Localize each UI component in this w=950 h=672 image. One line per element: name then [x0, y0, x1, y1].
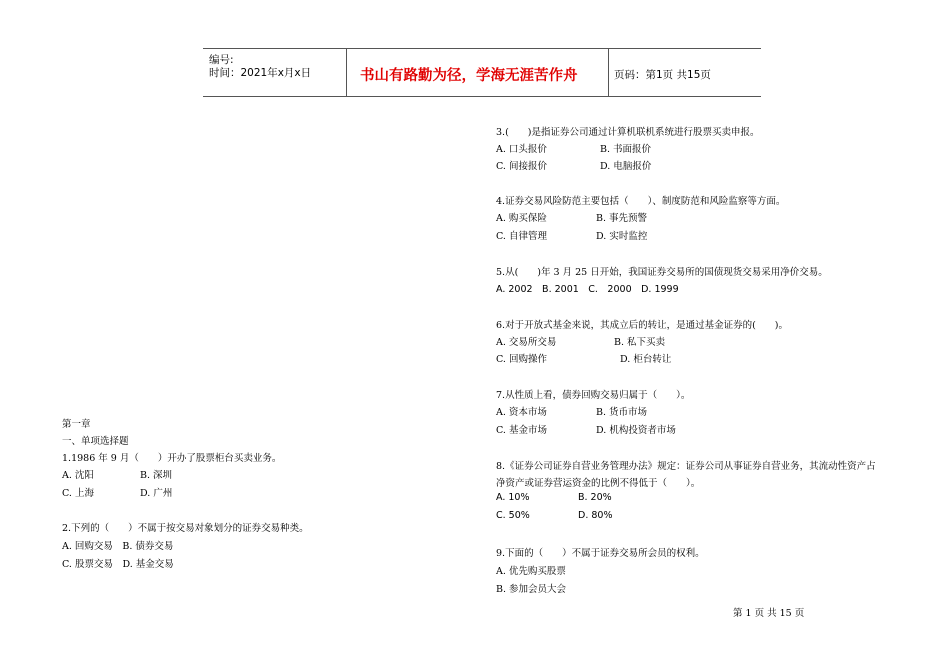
header-divider-left — [346, 48, 347, 97]
question-4-option-b: B. 事先预警 — [596, 213, 648, 224]
header-divider-right — [608, 48, 609, 97]
question-8-option-b: B. 20% — [578, 492, 612, 503]
question-9-option-b: B. 参加会员大会 — [496, 584, 567, 595]
header-page-label: 页码：第1页 共15页 — [614, 69, 711, 81]
question-6-option-a: A. 交易所交易 — [496, 337, 557, 348]
question-3-option-c: C. 间接报价 — [496, 161, 547, 172]
question-9-stem: 9.下面的（ ）不属于证券交易所会员的权利。 — [496, 548, 705, 559]
question-2-options-ab: A. 回购交易 B. 债券交易 — [62, 541, 174, 552]
doc-number-label: 编号: — [209, 54, 234, 66]
question-8-stem-line2: 净资产或证券营运资金的比例不得低于（ ）。 — [496, 478, 701, 489]
question-7-option-a: A. 资本市场 — [496, 407, 547, 418]
question-1-option-c: C. 上海 — [62, 488, 94, 499]
question-5-stem: 5.从( )年 3 月 25 日开始，我国证券交易所的国债现货交易采用净价交易。 — [496, 267, 828, 278]
question-8-stem-line1: 8.《证券公司证券自营业务管理办法》规定：证券公司从事证券自营业务，其流动性资产占 — [496, 461, 876, 472]
question-8-option-d: D. 80% — [578, 510, 613, 521]
question-2-stem: 2.下列的（ ）不属于按交易对象划分的证券交易种类。 — [62, 523, 309, 534]
question-1-stem: 1.1986 年 9 月（ ）开办了股票柜台买卖业务。 — [62, 453, 282, 464]
question-3-option-b: B. 书面报价 — [600, 144, 652, 155]
question-1-option-d: D. 广州 — [140, 488, 173, 499]
chapter-title: 第一章 — [62, 419, 91, 430]
question-1-option-b: B. 深圳 — [140, 470, 173, 481]
question-7-option-c: C. 基金市场 — [496, 425, 547, 436]
question-8-option-c: C. 50% — [496, 510, 530, 521]
question-5-options: A. 2002 B. 2001 C. 2000 D. 1999 — [496, 284, 679, 295]
header-motto: 书山有路勤为径，学海无涯苦作舟 — [360, 68, 578, 84]
question-4-option-a: A. 购买保险 — [496, 213, 547, 224]
question-4-option-c: C. 自律管理 — [496, 231, 547, 242]
question-6-stem: 6.对于开放式基金来说，其成立后的转让，是通过基金证券的( )。 — [496, 320, 788, 331]
question-3-option-d: D. 电脑报价 — [600, 161, 652, 172]
question-8-option-a: A. 10% — [496, 492, 530, 503]
question-1-option-a: A. 沈阳 — [62, 470, 94, 481]
page-footer: 第 1 页 共 15 页 — [733, 608, 805, 619]
question-6-option-b: B. 私下买卖 — [614, 337, 666, 348]
question-7-option-b: B. 货币市场 — [596, 407, 648, 418]
question-9-option-a: A. 优先购买股票 — [496, 566, 566, 577]
header-bottom-rule — [203, 96, 761, 97]
question-4-stem: 4.证券交易风险防范主要包括（ ）、制度防范和风险监察等方面。 — [496, 196, 786, 207]
header-top-rule — [203, 48, 761, 49]
question-6-option-c: C. 回购操作 — [496, 354, 547, 365]
question-6-option-d: D. 柜台转让 — [620, 354, 672, 365]
section-title: 一、单项选择题 — [62, 436, 129, 447]
question-7-option-d: D. 机构投资者市场 — [596, 425, 676, 436]
question-7-stem: 7.从性质上看，债券回购交易归属于（ ）。 — [496, 390, 691, 401]
question-4-option-d: D. 实时监控 — [596, 231, 648, 242]
doc-time-label: 时间：2021年x月x日 — [209, 67, 312, 79]
question-3-stem: 3.( )是指证券公司通过计算机联机系统进行股票买卖申报。 — [496, 127, 760, 138]
question-3-option-a: A. 口头报价 — [496, 144, 547, 155]
question-2-options-cd: C. 股票交易 D. 基金交易 — [62, 559, 174, 570]
